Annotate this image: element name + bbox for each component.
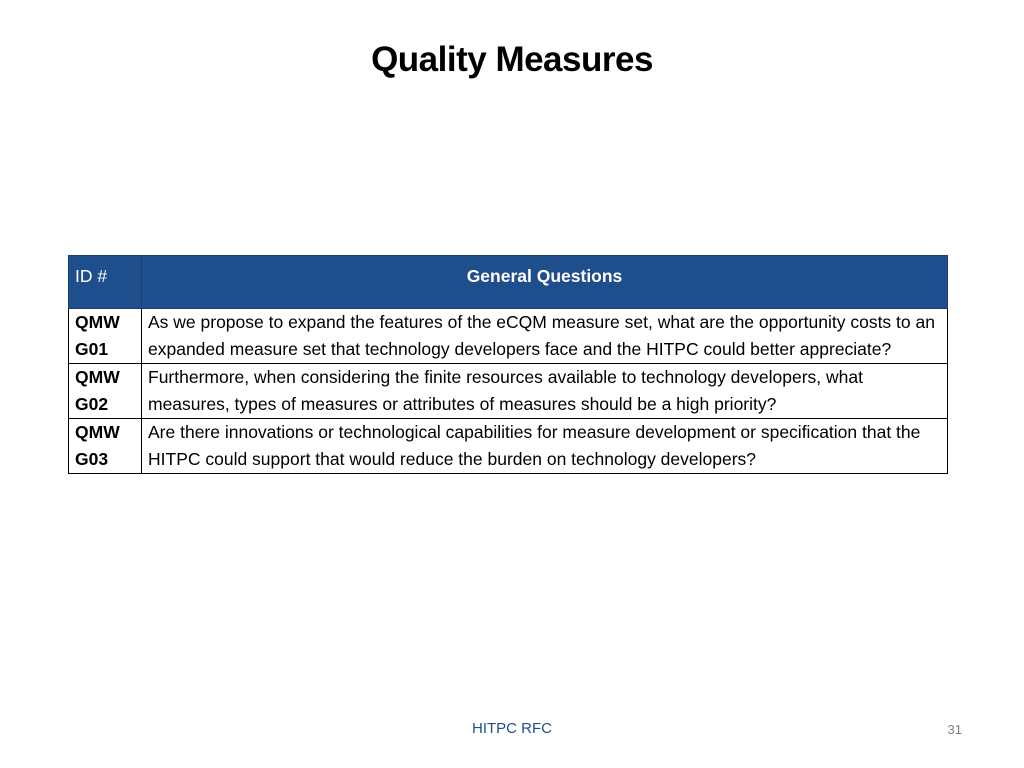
header-general-questions: General Questions <box>142 256 948 309</box>
row-id: QMW G02 <box>69 364 142 419</box>
header-id: ID # <box>69 256 142 309</box>
table-row <box>69 364 948 419</box>
row-question: As we propose to expand the features of the eCQM measure set, what are the opportunity costs to an expanded measure set that technology developers face and the HITPC could better appreciate? <box>142 309 948 364</box>
row-question: Furthermore, when considering the finite resources available to technology developers, what measures, types of measures or attributes of measures should be a high priority? <box>142 364 948 419</box>
table-header-row <box>69 256 948 309</box>
row-id: QMW G03 <box>69 419 142 474</box>
table-row <box>69 309 948 364</box>
slide-title: Quality Measures <box>371 40 653 79</box>
table-row <box>69 419 948 474</box>
row-question: Are there innovations or technological capabilities for measure development or specification that the HITPC could support that would reduce the burden on technology developers? <box>142 419 948 474</box>
page-number: 31 <box>947 722 962 737</box>
questions-table <box>68 255 948 474</box>
row-id: QMW G01 <box>69 309 142 364</box>
footer-label: HITPC RFC <box>472 720 552 737</box>
